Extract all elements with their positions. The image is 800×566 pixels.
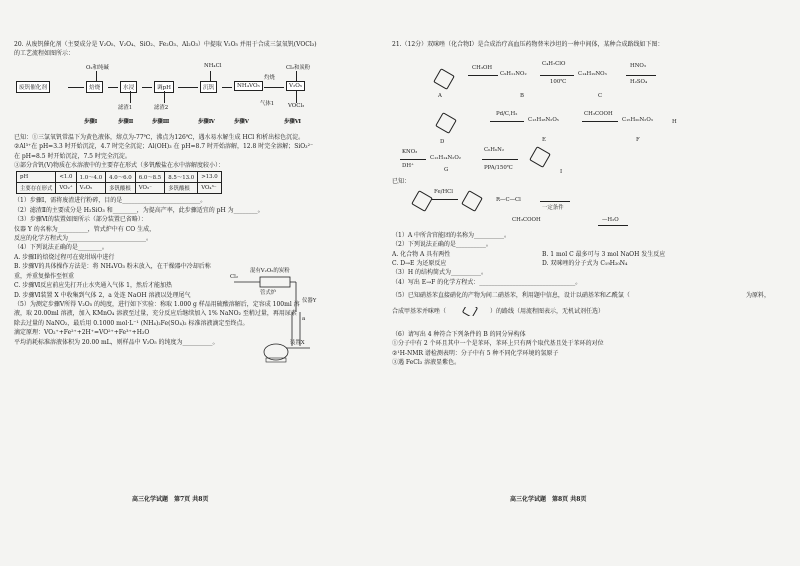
q20-5e: 平均消耗标准溶液体积为 20.00 mL，则样品中 V₂O₅ 的纯度为__________。 [14,338,219,346]
compound-c-formula: C₁₄H₁₉NO₃ [578,71,607,78]
q21-2a: A. 化合物 A 具有两性 [392,250,451,258]
flow-box-roast: 焙烧 [86,81,103,93]
table-cell: 6.0～8.5 [135,172,165,183]
compound-g-formula: C₁₂H₁₄N₂O₂ [430,155,461,162]
table-cell: 多钒酸根 [165,183,198,194]
flow-box-nh4vo3: NH₄VO₃ [234,81,263,91]
flow-label-residue2: 滤渣2 [154,104,169,111]
compound-h-label: H [672,119,677,126]
table-cell: pH [17,172,56,183]
table-cell: V₂O₅ [76,183,106,194]
q20-3b: 反应的化学方程式为__________________________。 [14,235,153,243]
q21-2: （2）下列说法正确的是__________。 [392,241,492,249]
compound-a: A [438,93,442,100]
footer-right: 高三化学试题 第8页 共8页 [510,496,587,503]
q20-5c: 除去过量的 NaNO₂，最后用 0.1000 mol·L⁻¹ (NH₄)₂Fe(SO₄)₂ 标准溶液滴定至终点。 [14,319,249,327]
known-1: 已知：①三氯氧钒常温下为黄色液体，熔点为-77℃，沸点为126℃，遇水易水解生成 HCl 和析出棕色沉淀。 [14,133,305,141]
apparatus-label-a: a [302,316,306,322]
reagent-ch3oh: CH₃OH [472,65,493,72]
q21-2c: C. D→E 为还原反应 [392,260,447,268]
q21-5-line [392,291,784,300]
compound-f: F [636,137,640,144]
vanadium-species-table [16,171,222,194]
flow-box-ph: 调pH [154,81,174,93]
q21-intro: 21.（12分）双咪唑（化合物Ⅰ）是合成治疗高血压药物替米沙坦的一种中间体，某种合成路线如下图： [392,41,664,48]
q21-3: （3）H 的结构简式为__________。 [392,269,487,277]
footer-left: 高三化学试题 第7页 共8页 [132,496,209,503]
step-6: 步骤Ⅵ [284,118,301,125]
known-4: ③部分含钒(V)物质在水溶液中的主要存在形式（多钒酸盐在水中溶解度较小）： [14,162,225,170]
process-flowchart [14,61,386,131]
table-cell: VO₃⁻ [135,183,165,194]
table-row [17,183,222,194]
compound-e: E [542,137,546,144]
q21-2-options-cd [392,259,784,268]
q21-6b: ②¹H-NMR 谱检测表明：分子中有 5 种不同化学环境的氢原子 [392,349,559,357]
benzene-ring-a [433,68,455,90]
apparatus-label-x: 装置X [290,340,305,346]
step-4: 步骤Ⅳ [198,118,215,125]
flow-label-vocl3: VOCl₃ [288,102,305,109]
q21-2d: D. 双咪唑的分子式为 C₁₉H₂₀N₄ [542,260,628,268]
q20-4a: A. 步骤Ⅰ的焙烧过程可在瓷坩埚中进行 [14,253,115,261]
known-reactions [392,187,784,231]
flow-label-nh4cl: NH₄Cl [204,62,222,69]
benzimidazole-icon [462,307,478,316]
q21-5-materials: 为原料， [746,292,771,300]
aniline-ring [461,190,483,212]
apparatus-label-charcoal: 混有V₂O₅的炭粉 [250,268,290,274]
left-page [14,40,386,347]
compound-i: I [560,169,563,176]
reagent-ppa: PPA/150℃ [484,165,513,172]
table-cell: 主要存在形式 [17,183,56,194]
compound-g: G [444,167,449,174]
q20-5d: 滴定原理：VO₂⁺+Fe²⁺+2H⁺=VO²⁺+Fe³⁺+H₂O [14,329,150,337]
q20-4d: D. 步骤Ⅵ装置 X 中收集到气体 2，a 处连 NaOH 溶液以处理尾气 [14,291,191,299]
compound-e-formula: C₁₃H₁₈N₂O₅ [528,117,559,124]
flow-box-catalyst: 废钒催化剂 [16,81,50,93]
right-page [392,40,784,368]
q20-3: （3）步骤Ⅵ的装置如图所示（部分装置已省略）： [14,216,147,224]
flow-label-calcine: 灼烧 [264,74,275,81]
q21-5c: ）的路线（用流程图表示，无机试剂任选） [490,307,605,315]
reagent-h2so4: H₂SO₄ [630,79,648,86]
flow-label-o2: O₂和纯碱 [86,64,109,71]
q20-2: （2）滤渣Ⅱ的主要成分是 H₂SiO₃ 和________，为提高产率，此步骤适宜的 pH 为________。 [14,206,264,214]
blank-answer-line [392,316,784,330]
q20-1: （1）步骤Ⅰ，需将废渣进行粉碎，目的是__________________________。 [14,197,207,205]
q21-2b: B. 1 mol C 最多可与 3 mol NaOH 发生反应 [542,250,666,258]
table-cell: 1.0～4.0 [76,172,106,183]
step-2: 步骤Ⅱ [118,118,134,125]
reagent-acoh: CH₃COOH [584,111,613,118]
table-cell: <1.0 [56,172,76,183]
q21-2-options-ab [392,250,784,259]
q21-5b: 合成甲基苯并咪唑（ [392,307,447,315]
compound-b: B [520,93,524,100]
step-3: 步骤Ⅲ [152,118,170,125]
reagent-kno3: KNO₃ [402,149,418,156]
apparatus-diagram [230,268,317,364]
q20-3a: 仪器 Y 的名称为__________，管式炉中有 CO 生成， [14,225,156,233]
flow-box-precip: 沉钒 [200,81,217,93]
compound-c: C [598,93,603,100]
q20-4b2: 重，并重复操作至恒重 [14,272,75,280]
apparatus-label-furnace: 管式炉 [260,290,277,296]
known-title: 已知： [392,178,411,186]
q21-6a: ①分子中有 2 个环且其中一个是苯环，苯环上只有两个取代基且处于苯环的对位 [392,340,604,348]
step-1: 步骤Ⅰ [84,118,98,125]
apparatus-label-cl2: Cl₂ [230,274,239,280]
table-row [17,172,222,183]
known-fehcl: Fe/HCl [434,188,454,195]
q20-intro: 20. 从废钒催化剂（主要成分是 V₂O₅、V₂O₄、SiO₂、Fe₂O₃、Al₂O₃）中提取 V₂O₅ 并用于合成三氯氧钒(VOCl₃) [14,41,317,48]
apparatus-label-y: 仪器Y [302,298,317,304]
q20-5: （5）为测定步骤Ⅴ所得 V₂O₅ 的纯度，进行如下实验：称取 1.000 g 样品用硫酸溶解后，定容成 100ml 溶 [14,300,300,308]
reagent-dh: DH⁺ [402,163,414,170]
table-cell: VO₂⁺ [56,183,76,194]
reagent-c6h6n2: C₆H₆N₂ [484,147,505,154]
q21-5: （5）已知硝基苯直接硝化的产物为间二硝基苯，利用题中信息，设计以硝基苯和乙酰氯（ [392,292,630,300]
compound-f-formula: C₁₅H₂₀N₂O₃ [622,117,653,124]
flow-label-cl2: Cl₂和炭粉 [286,64,311,71]
known-3: 在 pH=8.5 时开始沉淀，7.5 时完全沉淀。 [14,152,131,160]
known-acoh: CH₃COOH [512,216,541,223]
q21-4: （4）写出 E→F 的化学方程式：________________________________。 [392,278,582,286]
flow-label-gas1: 气体1 [260,100,275,107]
benzene-ring-d [435,112,457,134]
q21-6: （6）请写出 4 种符合下列条件的 B 的同分异构体 [392,331,526,339]
table-cell: >13.0 [198,172,222,183]
flow-label-residue1: 滤渣1 [118,104,133,111]
reagent-hno3: HNO₃ [630,63,646,70]
reagent-100c: 100℃ [550,79,567,86]
q20-intro-2: 的工艺流程如图所示： [14,50,75,58]
imidazole-ring-i [529,146,551,168]
table-cell: 8.5～13.0 [165,172,198,183]
table-cell: VO₄³⁻ [198,183,222,194]
known-2: ②Al³⁺在 pH=3.3 时开始沉淀，4.7 时完全沉淀；Al(OH)₃ 在 pH=8.7 时开始溶解，12.8 时完全溶解；SiO₃²⁻ [14,143,314,151]
step-5: 步骤Ⅴ [234,118,249,125]
known-acyl-chloride: R—C—Cl [496,196,521,203]
q21-5b-line [392,307,784,316]
q21-6c: ③遇 FeCl₃ 溶液显紫色。 [392,359,461,367]
compound-d: D [440,139,445,146]
nitrobenzene-ring [411,190,433,212]
reagent-pdc: Pd/C,H₂ [496,111,518,118]
q20-4b: B. 步骤Ⅴ的具体操作方法是：将 NH₄VO₃ 粉末放入，在干燥器中冷却后称 [14,263,211,271]
synthesis-scheme [392,49,784,177]
q21-1: （1）A 中所含官能团的名称为__________。 [392,231,511,239]
compound-b-formula: C₉H₁₁NO₂ [500,71,527,78]
known-condition: 一定条件 [542,204,564,211]
table-cell: 多钒酸根 [106,183,136,194]
q20-5b: 液，取 20.00ml 溶液，加入 KMnO₄ 溶液至过量，充分反应后继续加入 1% NaNO₂ 至稍过量，再用尿素 [14,310,297,318]
q20-4c: C. 步骤Ⅵ反应前应先打开止水夹通入气体 1，然后才能加热 [14,282,172,290]
q20-4: （4）下列说法正确的是________。 [14,244,108,252]
table-cell: 4.0～6.0 [106,172,136,183]
known-minus-h2o: —H₂O [602,216,619,223]
flow-box-v2o5: V₂O₅ [286,81,305,91]
flow-box-leach: 水浸 [120,81,137,93]
reagent-c4h7clo: C₄H₇ClO [542,61,566,68]
